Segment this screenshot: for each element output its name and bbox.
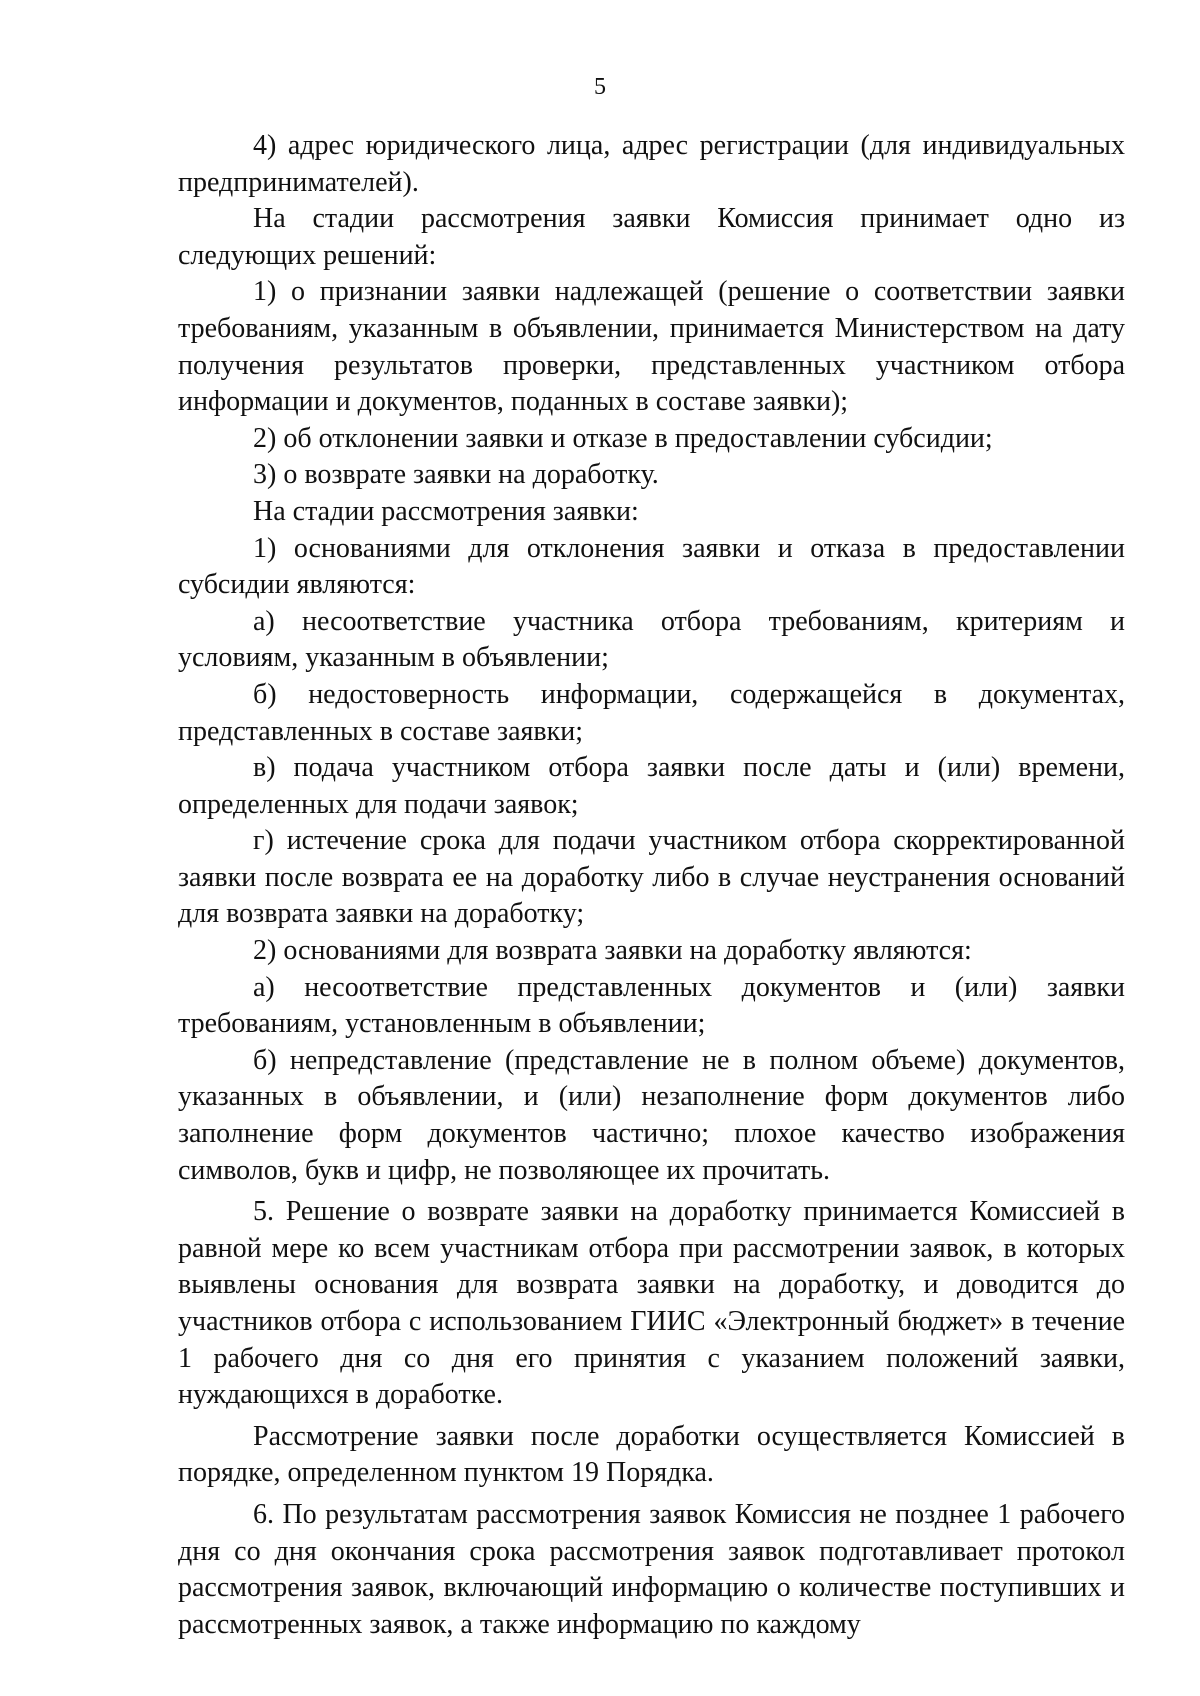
- paragraph-ground-a-noncompliance: а) несоответствие участника отбора требованиям, критериям и условиям, указанным в объявлении;: [178, 605, 1125, 674]
- paragraph-item-6-protocol: 6. По результатам рассмотрения заявок Комиссия не позднее 1 рабочего дня со дня окончания срока рассмотрения заявок подготавливает протокол рассмотрения заявок, включающий информацию о количестве поступивших и рассмотренных заявок, а также информацию по каждому: [178, 1498, 1125, 1640]
- paragraph-review-after-rework: Рассмотрение заявки после доработки осуществляется Комиссией в порядке, определенном пунктом 19 Порядка.: [178, 1420, 1125, 1489]
- paragraph-grounds-rejection: 1) основаниями для отклонения заявки и отказа в предоставлении субсидии являются:: [178, 532, 1125, 601]
- document-body: [178, 128, 1125, 1643]
- paragraph-ground-d-expired: г) истечение срока для подачи участником отбора скорректированной заявки после возврата ее на доработку либо в случае неустранения оснований для возврата заявки на доработку;: [178, 825, 1125, 930]
- paragraph-return-a-noncompliance: а) несоответствие представленных документов и (или) заявки требованиям, установленным в объявлении;: [178, 971, 1125, 1040]
- paragraph-legal-address: 4) адрес юридического лица, адрес регистрации (для индивидуальных предпринимателей).: [178, 130, 1125, 198]
- paragraph-return-b-incomplete: б) непредставление (представление не в полном объеме) документов, указанных в объявлении, и (или) незаполнение форм документов либо заполнение форм документов частично; плохое качество изображения символов, букв и цифр, не позволяющее их прочитать.: [178, 1044, 1125, 1186]
- paragraph-decision-proper: 1) о признании заявки надлежащей (решение о соответствии заявки требованиям, указанным в объявлении, принимается Министерством на дату получения результатов проверки, представленных участником отбора информации и документов, поданных в составе заявки);: [178, 276, 1125, 418]
- paragraph-decision-reject: 2) об отклонении заявки и отказе в предоставлении субсидии;: [253, 422, 993, 454]
- paragraph-item-5-return-decision: 5. Решение о возврате заявки на доработку принимается Комиссией в равной мере ко всем участникам отбора при рассмотрении заявок, в которых выявлены основания для возврата заявки на доработку, и доводится до участников отбора с использованием ГИИС «Электронный бюджет» в течение 1 рабочего дня со дня его принятия с указанием положений заявки, нуждающихся в доработке.: [178, 1196, 1125, 1411]
- paragraph-grounds-return: 2) основаниями для возврата заявки на доработку являются:: [253, 935, 972, 967]
- page-number: 5: [594, 74, 606, 100]
- paragraph-commission-decisions-intro: На стадии рассмотрения заявки Комиссия принимает одно из следующих решений:: [178, 203, 1125, 271]
- paragraph-decision-return: 3) о возврате заявки на доработку.: [253, 459, 659, 491]
- paragraph-ground-c-late: в) подача участником отбора заявки после даты и (или) времени, определенных для подачи заявок;: [178, 752, 1125, 820]
- paragraph-review-stage: На стадии рассмотрения заявки:: [253, 495, 639, 527]
- paragraph-ground-b-unreliable: б) недостоверность информации, содержащейся в документах, представленных в составе заявки;: [178, 678, 1125, 747]
